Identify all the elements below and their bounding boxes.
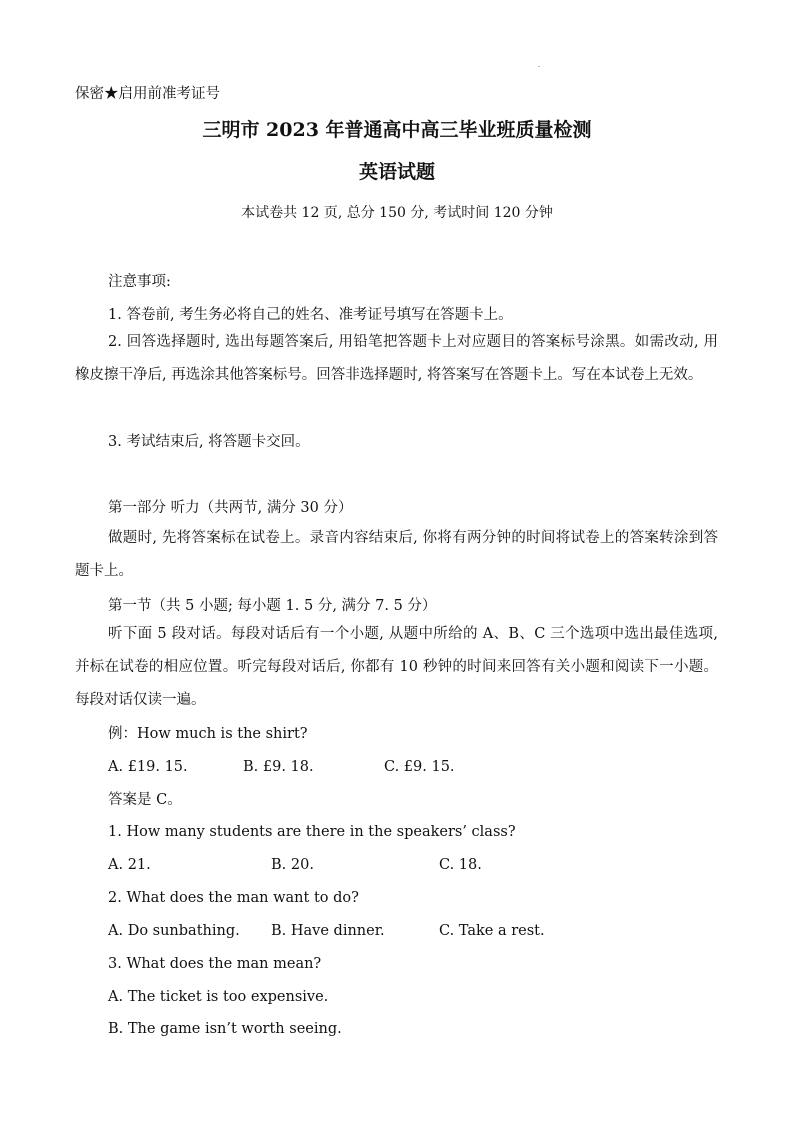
question-1-option-a: A. 21. [108, 857, 151, 873]
notice-item-3: 3. 考试结束后, 将答题卡交回。 [108, 434, 310, 450]
notice-item-1: 1. 答卷前, 考生务必将自己的姓名、准考证号填写在答题卡上。 [108, 307, 513, 323]
exam-info: 本试卷共 12 页, 总分 150 分, 考试时间 120 分钟 [241, 205, 553, 221]
question-1-option-c: C. 18. [439, 857, 482, 873]
notice-heading: 注意事项: [108, 274, 171, 290]
notice-item-2: 2. 回答选择题时, 选出每题答案后, 用铅笔把答题卡上对应题目的答案标号涂黑。如需改动, 用橡皮擦干净后, 再选涂其他答案标号。回答非选择题时, 将答案写在答题卡上。写在本试卷上无效。 [75, 334, 718, 383]
question-3-option-b: B. The game isn’t worth seeing. [108, 1021, 342, 1037]
part1-instruction: 做题时, 先将答案标在试卷上。录音内容结束后, 你将有两分钟的时间将试卷上的答案转涂到答题卡上。 [75, 530, 718, 579]
example-option-c: C. £9. 15. [384, 759, 455, 775]
question-2-option-a: A. Do sunbathing. [108, 923, 240, 939]
example-answer: 答案是 C。 [108, 792, 182, 808]
scan-speck [538, 66, 540, 67]
example-question: 例：How much is the shirt? [108, 726, 308, 742]
exam-subject: 英语试题 [358, 161, 435, 183]
question-3: 3. What does the man mean? [108, 956, 322, 972]
example-option-b: B. £9. 18. [243, 759, 314, 775]
question-1: 1. How many students are there in the speakers’ class? [108, 824, 516, 840]
question-3-option-a: A. The ticket is too expensive. [108, 989, 329, 1005]
question-2-option-c: C. Take a rest. [439, 923, 545, 939]
example-option-a: A. £19. 15. [108, 759, 188, 775]
part1-heading: 第一部分 听力（共两节, 满分 30 分） [108, 500, 353, 516]
section1-heading: 第一节（共 5 小题; 每小题 1. 5 分, 满分 7. 5 分） [108, 598, 437, 614]
question-2: 2. What does the man want to do? [108, 890, 359, 906]
question-2-option-b: B. Have dinner. [271, 923, 385, 939]
section1-instruction: 听下面 5 段对话。每段对话后有一个小题, 从题中所给的 A、B、C 三个选项中选出最佳选项, 并标在试卷的相应位置。听完每段对话后, 你都有 10 秒钟的时间来回答有关小题和阅读下一小题。每段对话仅读一遍。 [75, 626, 718, 708]
exam-title: 三明市 2023 年普通高中高三毕业班质量检测 [202, 119, 592, 141]
secret-label: 保密★启用前准考证号 [75, 86, 220, 102]
question-1-option-b: B. 20. [271, 857, 314, 873]
